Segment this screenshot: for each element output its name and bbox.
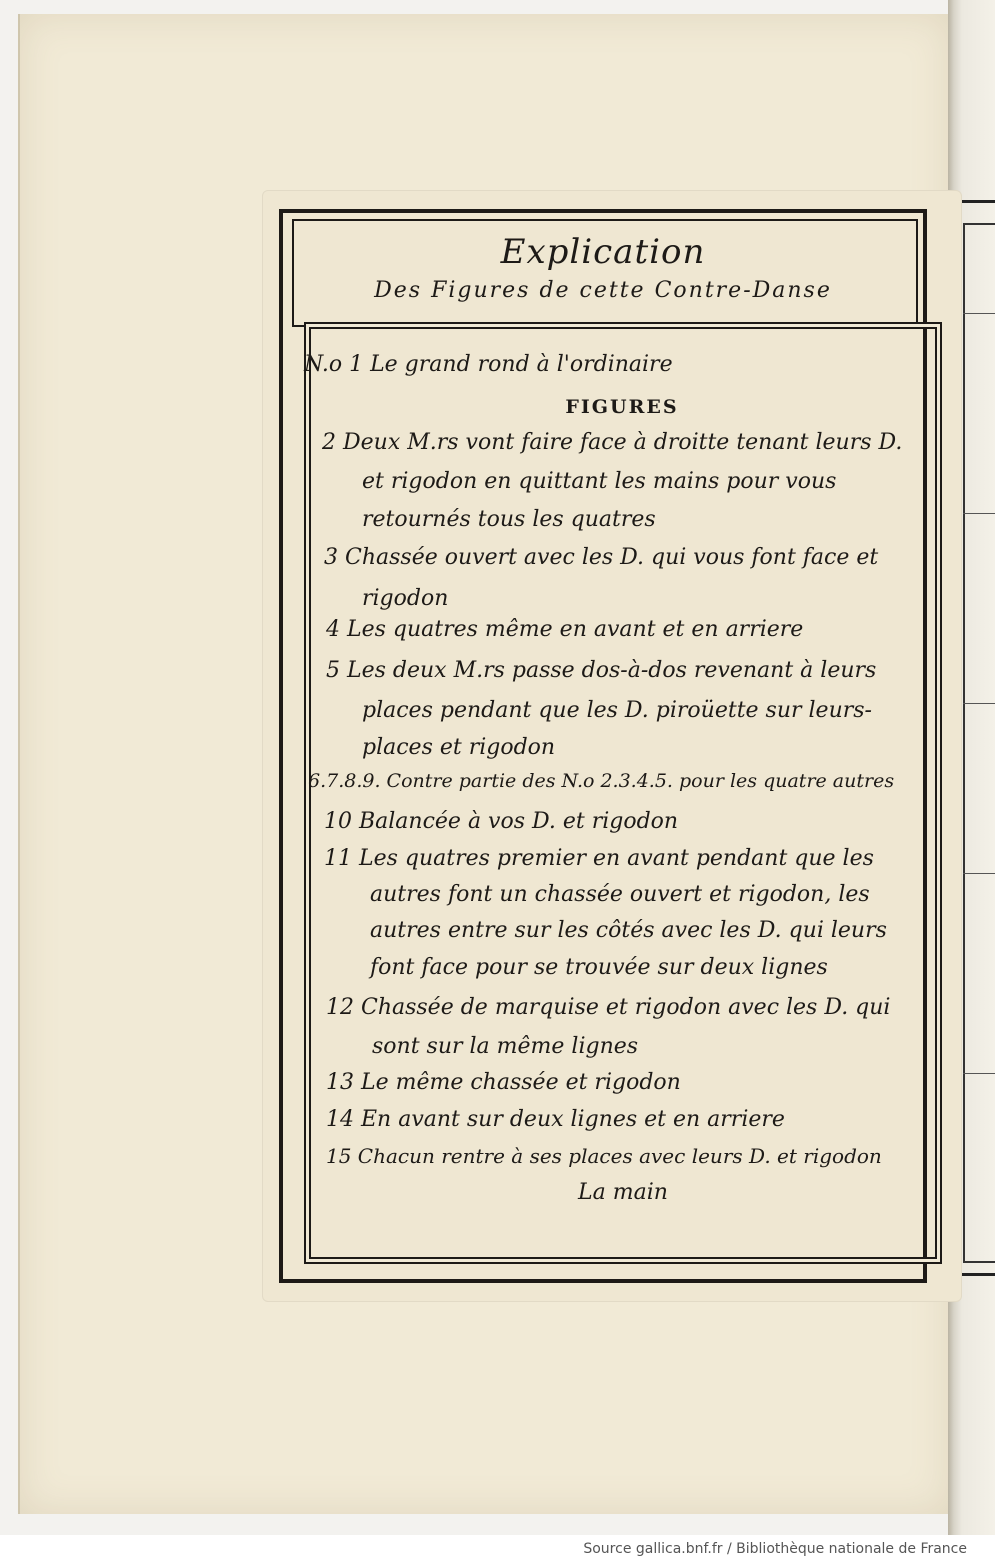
figure-line: 13 Le même chassée et rigodon (326, 1070, 681, 1095)
figure-line: retournés tous les quatres (362, 507, 656, 532)
adjacent-page-inner-frame (963, 223, 995, 1263)
figure-line: N.o 1 Le grand rond à l'ordinaire (304, 352, 673, 377)
adjacent-page-rule (963, 703, 995, 704)
figure-line: places et rigodon (362, 735, 556, 760)
figure-line: 14 En avant sur deux lignes et en arriere (326, 1107, 785, 1132)
figure-line: font face pour se trouvée sur deux lignes (370, 955, 828, 980)
figure-line: sont sur la même lignes (372, 1034, 639, 1059)
figures-heading: FIGURES (565, 396, 679, 418)
adjacent-page-rule (963, 1073, 995, 1074)
figure-line: places pendant que les D. piroüette sur leurs- (362, 698, 872, 723)
adjacent-page-rule (963, 313, 995, 314)
figure-line: 12 Chassée de marquise et rigodon avec les D. qui (326, 995, 891, 1020)
figure-line: La main (578, 1180, 668, 1205)
adjacent-page-rule (963, 873, 995, 874)
figure-line: 6.7.8.9. Contre partie des N.o 2.3.4.5. pour les quatre autres (308, 770, 895, 792)
figure-line: 10 Balancée à vos D. et rigodon (324, 809, 679, 834)
page-subtitle: Des Figures de cette Contre-Danse (374, 278, 832, 303)
figure-line: 4 Les quatres même en avant et en arriere (326, 617, 804, 642)
source-credit: Source gallica.bnf.fr / Bibliothèque nationale de France (583, 1541, 967, 1557)
figure-line: autres font un chassée ouvert et rigodon, les (370, 882, 870, 907)
figure-line: 3 Chassée ouvert avec les D. qui vous font face et (324, 545, 879, 570)
figure-line: 5 Les deux M.rs passe dos-à-dos revenant à leurs (326, 658, 877, 683)
figure-line: et rigodon en quittant les mains pour vous (362, 469, 837, 494)
figure-line: autres entre sur les côtés avec les D. qui leurs (370, 918, 887, 943)
figure-line: rigodon (362, 586, 449, 611)
figure-line: 15 Chacun rentre à ses places avec leurs D. et rigodon (326, 1144, 882, 1168)
figure-line: 2 Deux M.rs vont faire face à droitte tenant leurs D. (322, 430, 903, 455)
page-title: Explication (500, 232, 706, 272)
figure-line: 11 Les quatres premier en avant pendant que les (324, 846, 874, 871)
adjacent-page-rule (963, 513, 995, 514)
